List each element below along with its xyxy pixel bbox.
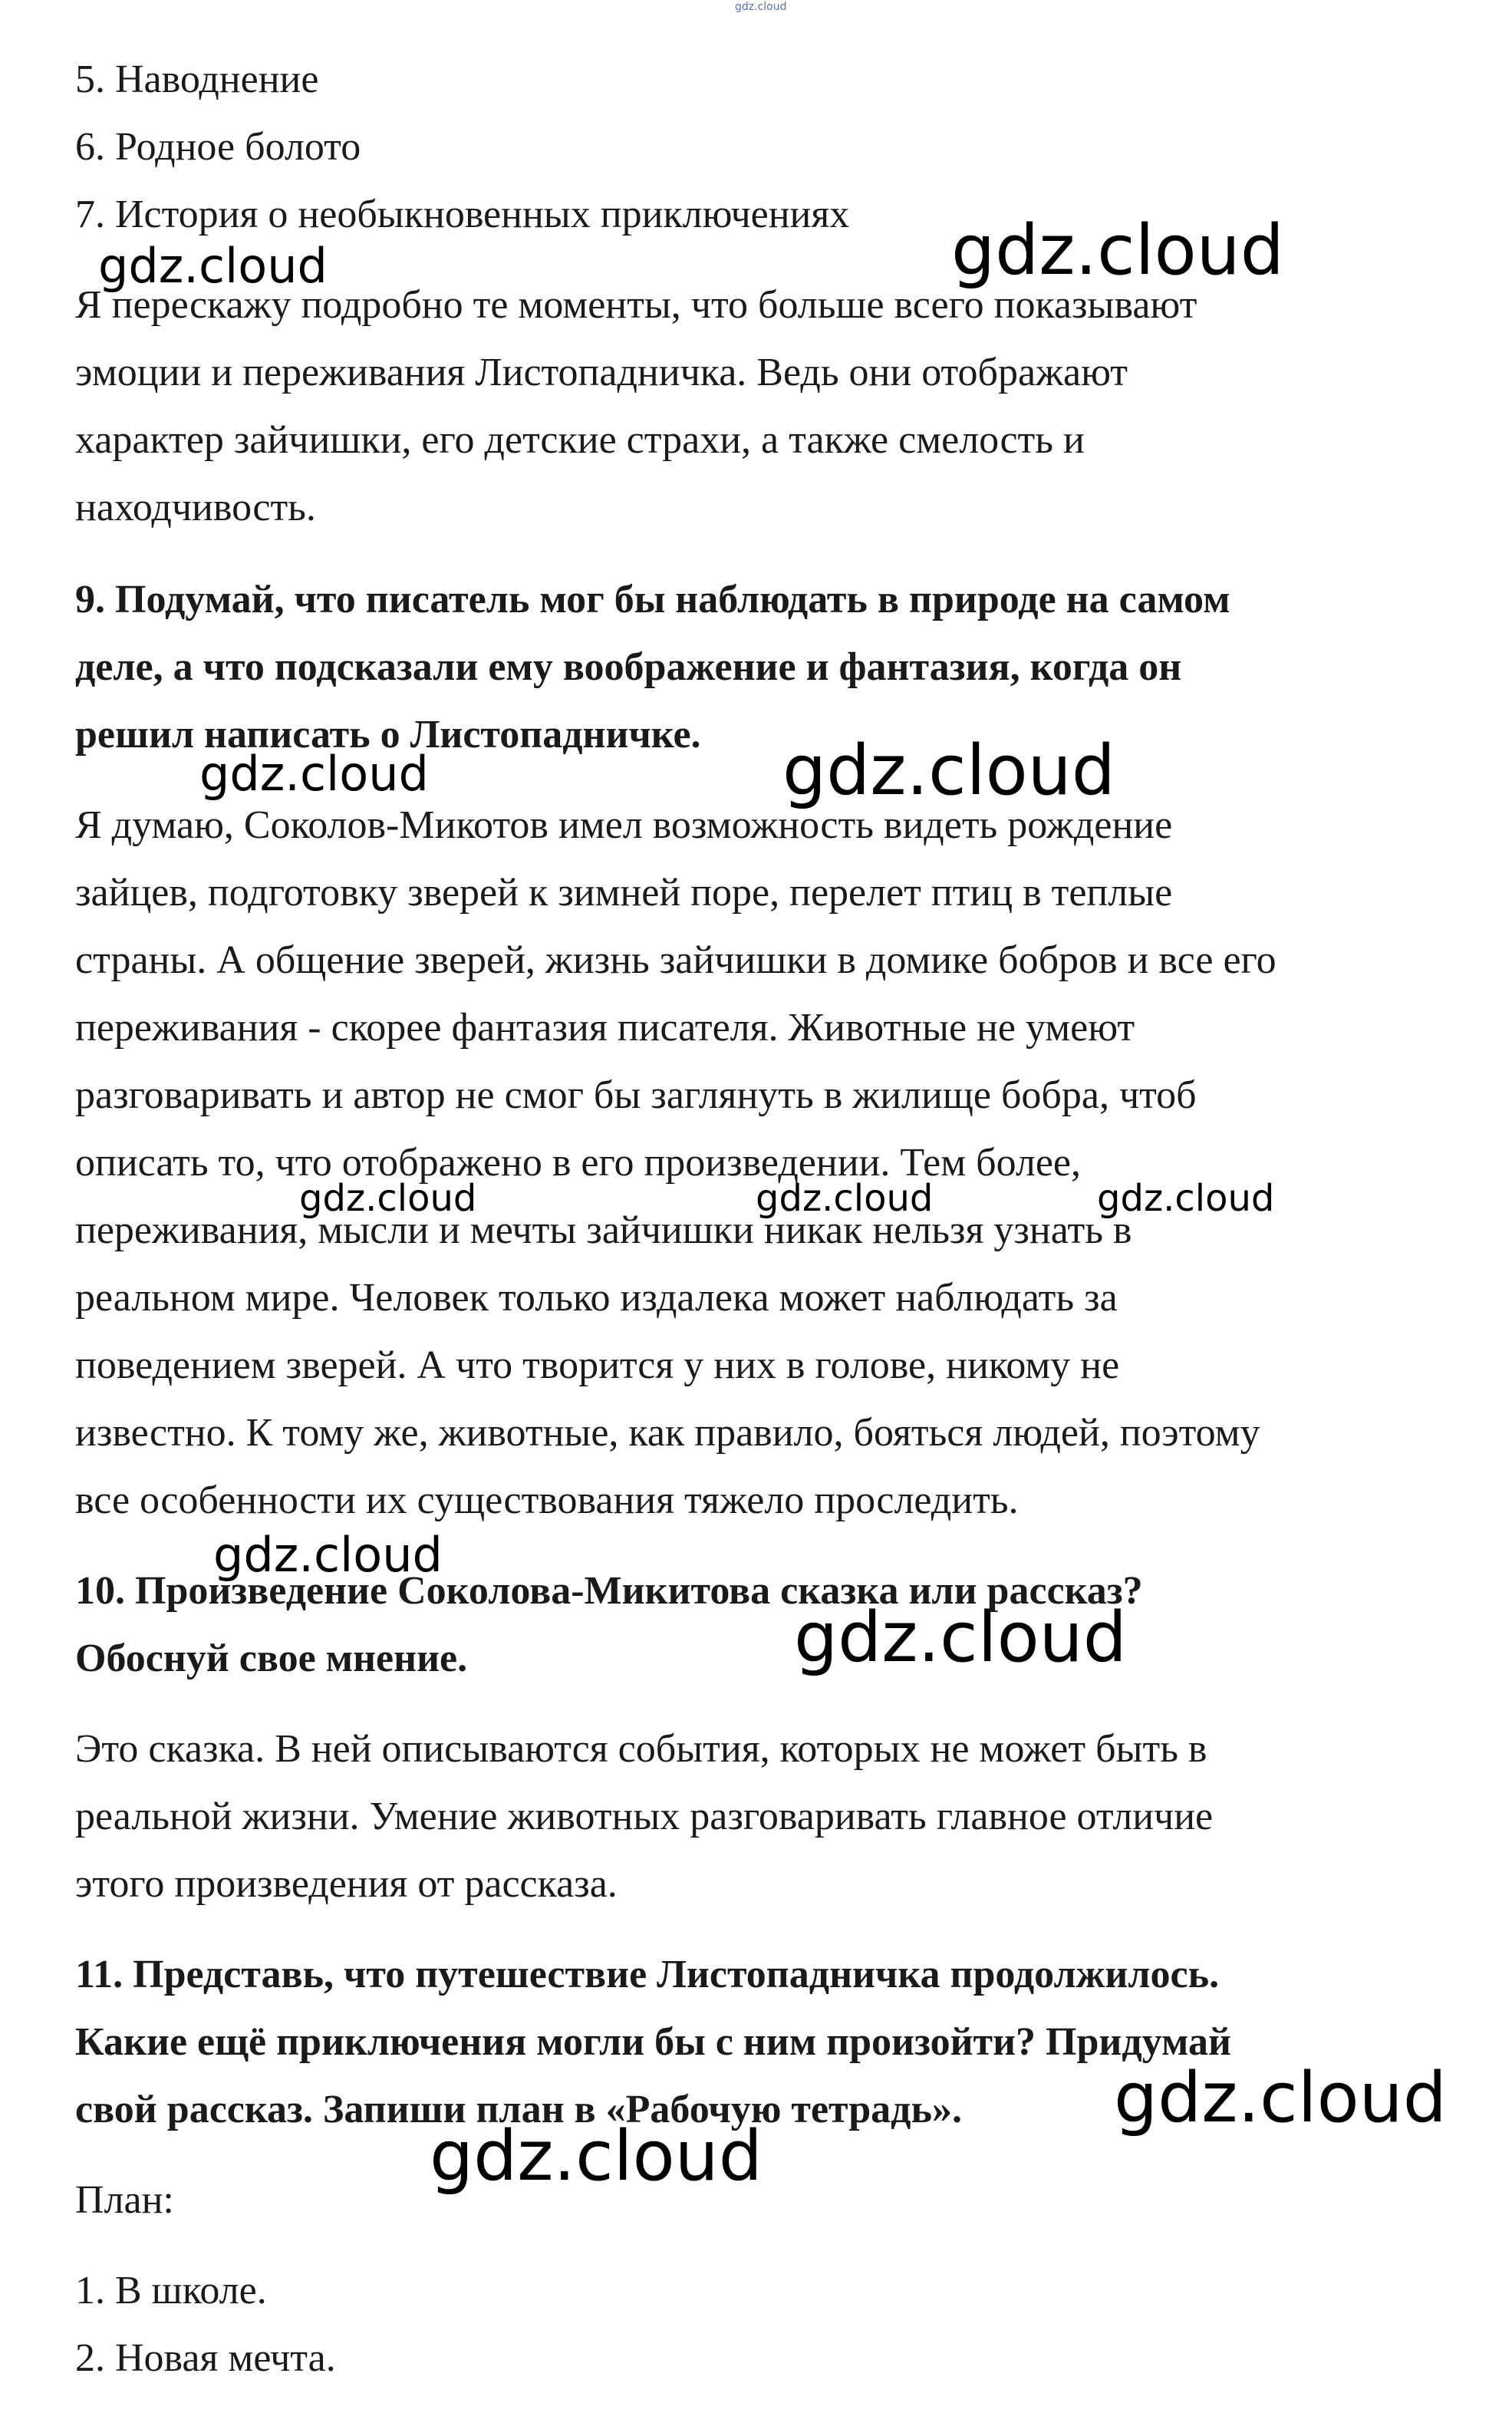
answer-9-line: Я думаю, Соколов-Микотов имел возможность видеть рождение <box>75 803 1173 847</box>
watermark-text: gdz.cloud <box>782 730 1115 811</box>
question-9-line: деле, а что подсказали ему воображение и фантазия, когда он <box>75 645 1182 689</box>
plan-item: 1. В школе. <box>75 2269 267 2312</box>
answer-9-line: описать то, что отображено в его произведении. Тем более, <box>75 1141 1081 1185</box>
watermark-text: gdz.cloud <box>213 1527 443 1583</box>
watermark-text: gdz.cloud <box>951 210 1284 291</box>
answer-10-line: реальной жизни. Умение животных разговаривать главное отличие <box>75 1795 1214 1838</box>
paragraph-line: находчивость. <box>75 486 316 529</box>
answer-10-line: Это сказка. В ней описываются события, которых не может быть в <box>75 1727 1207 1771</box>
watermark-text: gdz.cloud <box>756 1177 934 1220</box>
answer-9-line: переживания - скорее фантазия писателя. Животные не умеют <box>75 1006 1135 1050</box>
plan-label: План: <box>75 2178 174 2222</box>
question-10-line: 10. Произведение Соколова-Микитова сказка или рассказ? <box>75 1569 1143 1613</box>
answer-9-line: переживания, мысли и мечты зайчишки никак нельзя узнать в <box>75 1208 1132 1252</box>
paragraph-line: характер зайчишки, его детские страхи, а также смелость и <box>75 418 1085 462</box>
answer-9-line: все особенности их существования тяжело проследить. <box>75 1478 1019 1522</box>
watermark-text: gdz.cloud <box>430 2116 763 2197</box>
answer-9-line: разговаривать и автор не смог бы заглянуть в жилище бобра, чтоб <box>75 1073 1197 1117</box>
watermark-text: gdz.cloud <box>1114 2058 1447 2138</box>
watermark-text: gdz.cloud <box>199 746 429 802</box>
paragraph-line: эмоции и переживания Листопадничка. Ведь они отображают <box>75 351 1128 394</box>
question-9-line: решил написать о Листопадничке. <box>75 713 701 757</box>
question-9-line: 9. Подумай, что писатель мог бы наблюдать в природе на самом <box>75 578 1230 621</box>
answer-9-line: страны. А общение зверей, жизнь зайчишки в домике бобров и все его <box>75 938 1276 982</box>
plan-item: 7. История о необыкновенных приключениях <box>75 193 850 236</box>
watermark-text: gdz.cloud <box>98 238 328 294</box>
header-watermark: gdz.cloud <box>735 1 787 13</box>
answer-10-line: этого произведения от рассказа. <box>75 1862 618 1906</box>
answer-9-line: реальном мире. Человек только издалека может наблюдать за <box>75 1276 1118 1320</box>
plan-item: 5. Наводнение <box>75 58 319 101</box>
watermark-text: gdz.cloud <box>1097 1177 1275 1220</box>
paragraph-line: Я перескажу подробно те моменты, что больше всего показывают <box>75 283 1197 327</box>
question-11-line: 11. Представь, что путешествие Листопадничка продолжилось. <box>75 1953 1220 1996</box>
question-10-line: Обоснуй свое мнение. <box>75 1637 468 1680</box>
watermark-text: gdz.cloud <box>299 1177 477 1220</box>
answer-9-line: зайцев, подготовку зверей к зимней поре, перелет птиц в теплые <box>75 871 1173 915</box>
question-11-line: Какие ещё приключения могли бы с ним произойти? Придумай <box>75 2020 1232 2064</box>
plan-item: 6. Родное болото <box>75 125 361 169</box>
question-11-line: свой рассказ. Запиши план в «Рабочую тетрадь». <box>75 2088 962 2131</box>
watermark-text: gdz.cloud <box>794 1597 1127 1678</box>
plan-item: 2. Новая мечта. <box>75 2336 336 2380</box>
answer-9-line: поведением зверей. А что творится у них в голове, никому не <box>75 1343 1120 1387</box>
answer-9-line: известно. К тому же, животные, как правило, бояться людей, поэтому <box>75 1411 1260 1455</box>
